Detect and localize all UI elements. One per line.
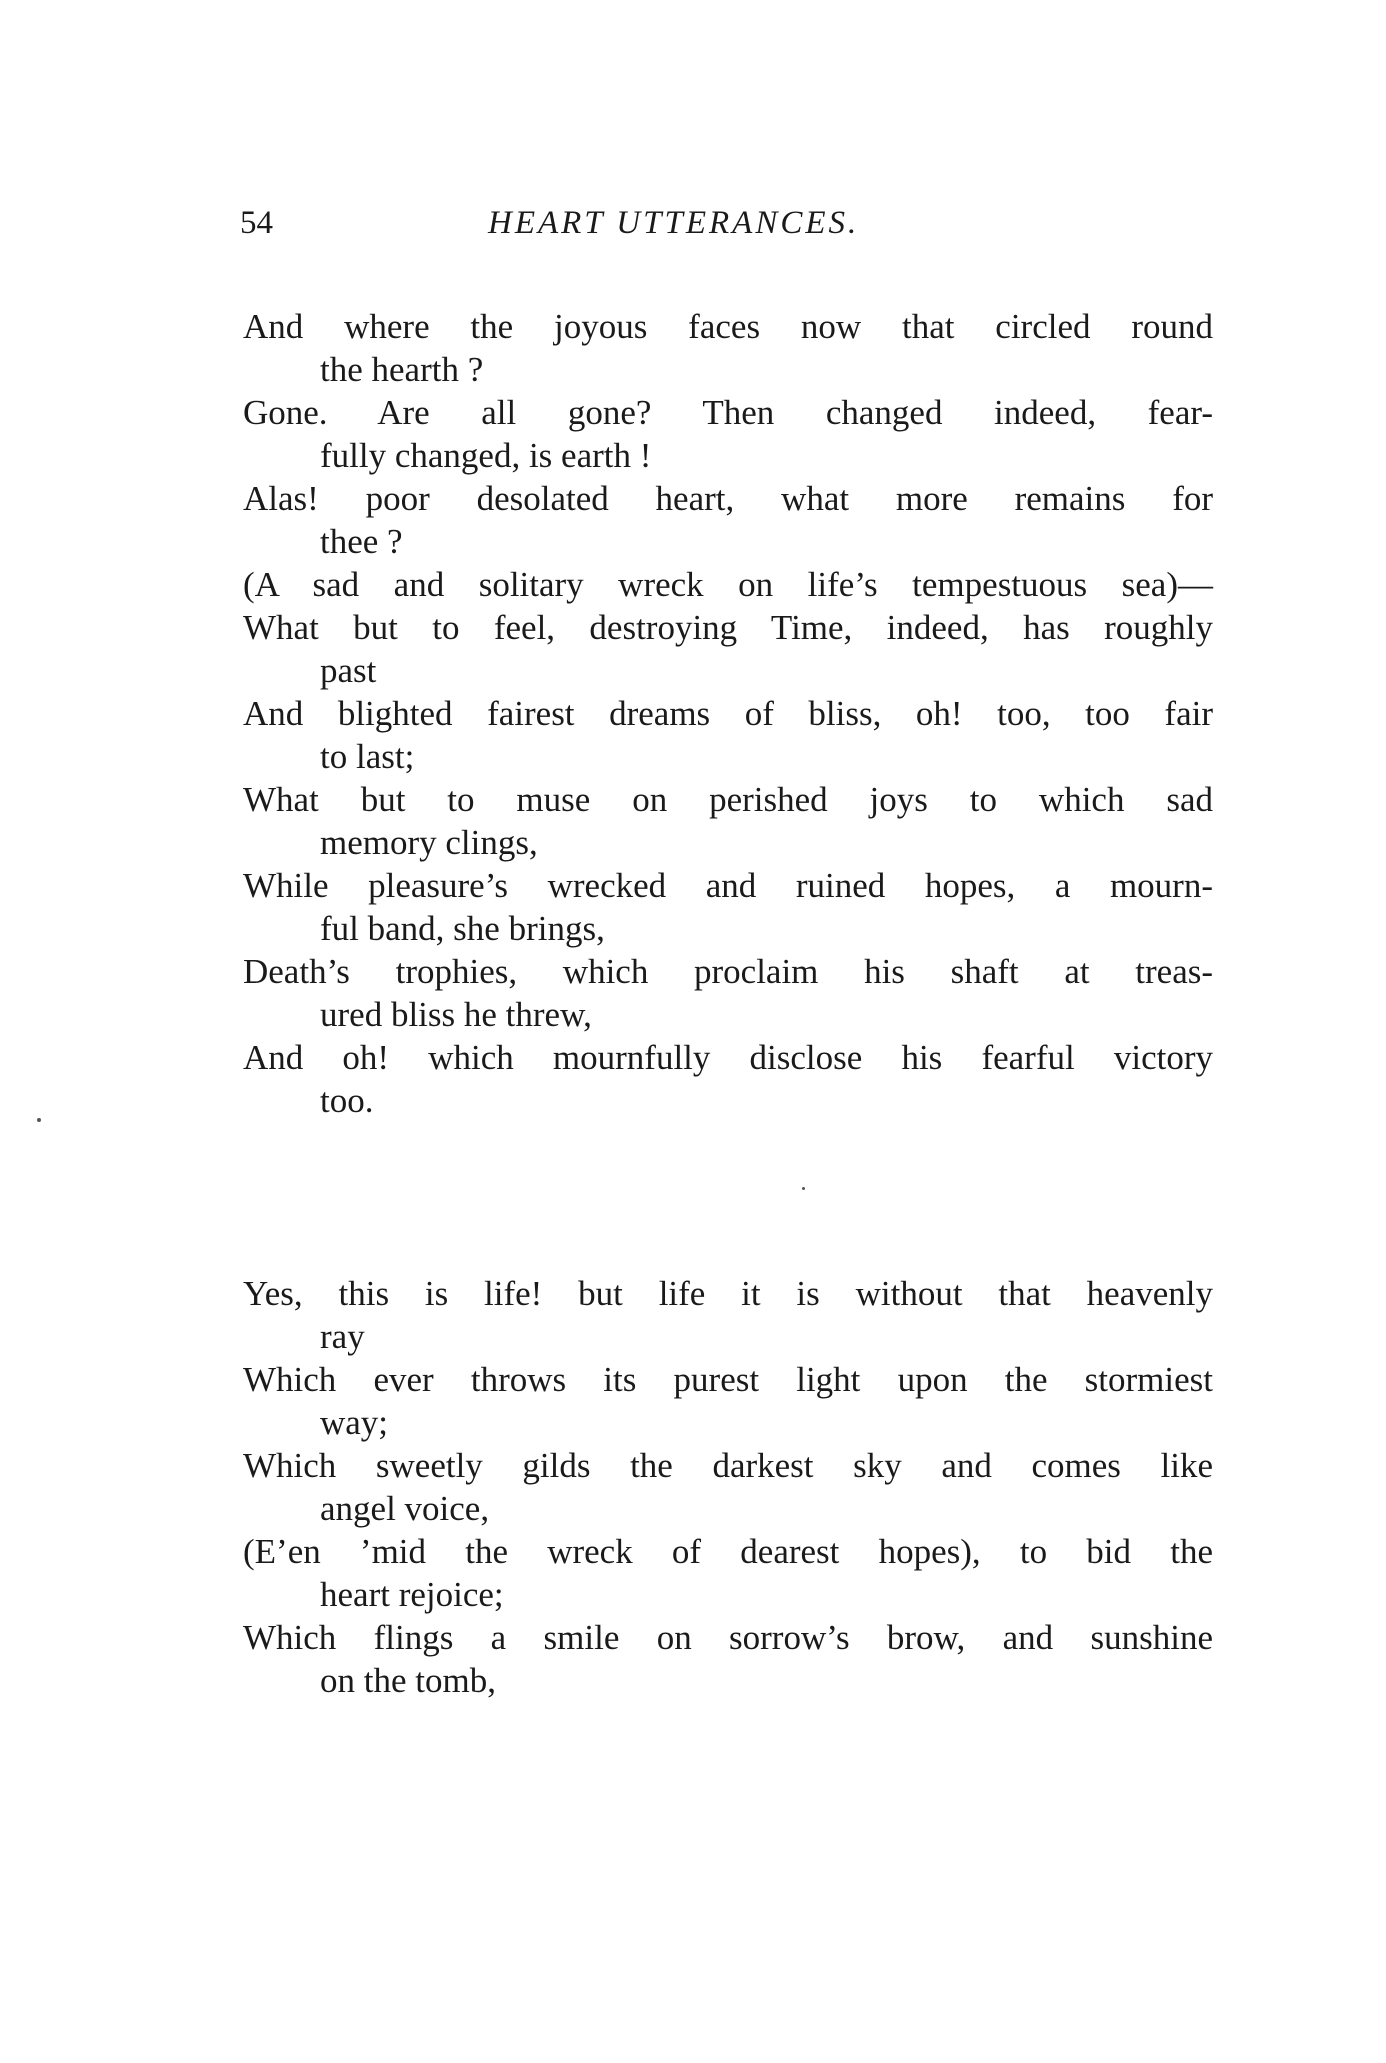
scan-speck (802, 1187, 805, 1190)
poem-line: Death’s trophies, which proclaim his shaft at treas- (243, 952, 1213, 991)
poem-line: Yes, this is life! but life it is without that heavenly (243, 1274, 1213, 1313)
poem-line: Which ever throws its purest light upon the stormiest (243, 1360, 1213, 1399)
poem-line-continuation: memory clings, (320, 823, 538, 862)
page-header (240, 205, 1240, 255)
scan-speck (37, 1118, 41, 1122)
stanza-2 (243, 1272, 1213, 1702)
poem-line-continuation: to last; (320, 737, 415, 776)
poem-line-continuation: past (320, 651, 377, 690)
poem-line: (E’en ’mid the wreck of dearest hopes), to bid the (243, 1532, 1213, 1571)
poem-line-continuation: fully changed, is earth ! (320, 436, 652, 475)
poem-line-continuation: ray (320, 1317, 365, 1356)
poem-line: And oh! which mournfully disclose his fearful victory (243, 1038, 1213, 1077)
poem-line-continuation: ured bliss he threw, (320, 995, 592, 1034)
running-head: HEART UTTERANCES. (488, 205, 860, 241)
poem-line: Gone. Are all gone? Then changed indeed, fear- (243, 393, 1213, 432)
poem-line: Which flings a smile on sorrow’s brow, and sunshine (243, 1618, 1213, 1657)
poem-line-continuation: angel voice, (320, 1489, 490, 1528)
poem-line: And blighted fairest dreams of bliss, oh! too, too fair (243, 694, 1213, 733)
poem-line-continuation: ful band, she brings, (320, 909, 605, 948)
poem-line-continuation: thee ? (320, 522, 403, 561)
poem-line: What but to muse on perished joys to which sad (243, 780, 1213, 819)
poem-line-continuation: on the tomb, (320, 1661, 496, 1700)
poem-line: (A sad and solitary wreck on life’s tempestuous sea)— (243, 565, 1213, 604)
page-number: 54 (240, 205, 273, 241)
poem-line-continuation: the hearth ? (320, 350, 484, 389)
poem-line: What but to feel, destroying Time, indeed, has roughly (243, 608, 1213, 647)
poem-line-continuation: heart rejoice; (320, 1575, 504, 1614)
poem-line: Alas! poor desolated heart, what more remains for (243, 479, 1213, 518)
poem-line: And where the joyous faces now that circled round (243, 307, 1213, 346)
poem-line: While pleasure’s wrecked and ruined hopes, a mourn- (243, 866, 1213, 905)
poem-line: Which sweetly gilds the darkest sky and comes like (243, 1446, 1213, 1485)
poem-line-continuation: too. (320, 1081, 374, 1120)
stanza-1 (243, 305, 1213, 1122)
poem-line-continuation: way; (320, 1403, 389, 1442)
